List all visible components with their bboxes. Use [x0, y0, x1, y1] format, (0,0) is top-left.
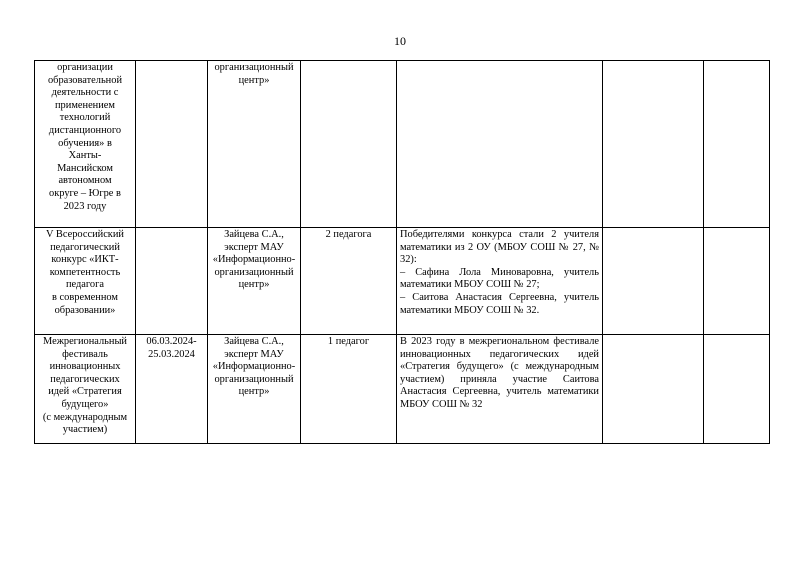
dates-cell: [136, 228, 208, 335]
empty-cell: [603, 61, 704, 228]
event-name-cell: организации образовательной деятельности с применением технологий дистанционного обучения» в Ханты- Мансийском автономном округе – Югре в 2023 году: [35, 61, 136, 228]
table-row: [35, 61, 770, 228]
organizer-cell: Зайцева С.А., эксперт МАУ «Информационно- организационный центр»: [208, 335, 301, 444]
event-name-cell: Межрегиональный фестиваль инновационных педагогических идей «Стратегия будущего» (с международным участием): [35, 335, 136, 444]
empty-cell: [603, 335, 704, 444]
results-cell: В 2023 году в межрегиональном фестивале инновационных педагогических идей «Стратегия будущего» (с международным участием) приняла участие Саитова Анастасия Сергеевна, учитель математики МБОУ СОШ № 32: [397, 335, 603, 444]
organizer-cell: организационный центр»: [208, 61, 301, 228]
table-row: [35, 335, 770, 444]
events-table: [34, 60, 770, 444]
dates-cell: [136, 61, 208, 228]
page-number: 10: [394, 34, 406, 48]
empty-cell: [704, 335, 770, 444]
participants-cell: [301, 61, 397, 228]
organizer-cell: Зайцева С.А., эксперт МАУ «Информационно- организационный центр»: [208, 228, 301, 335]
empty-cell: [704, 228, 770, 335]
results-cell: [397, 61, 603, 228]
participants-cell: 2 педагога: [301, 228, 397, 335]
empty-cell: [603, 228, 704, 335]
table-row: [35, 228, 770, 335]
empty-cell: [704, 61, 770, 228]
participants-cell: 1 педагог: [301, 335, 397, 444]
event-name-cell: V Всероссийский педагогический конкурс «ИКТ- компетентность педагога в современном образовании»: [35, 228, 136, 335]
dates-cell: 06.03.2024- 25.03.2024: [136, 335, 208, 444]
results-cell: Победителями конкурса стали 2 учителя математики из 2 ОУ (МБОУ СОШ № 27, № 32): – Сафина Лола Миноваровна, учитель математики МБОУ СОШ № 27; – Саитова Анастасия Сергеевна, учитель математики МБОУ СОШ № 32.: [397, 228, 603, 335]
